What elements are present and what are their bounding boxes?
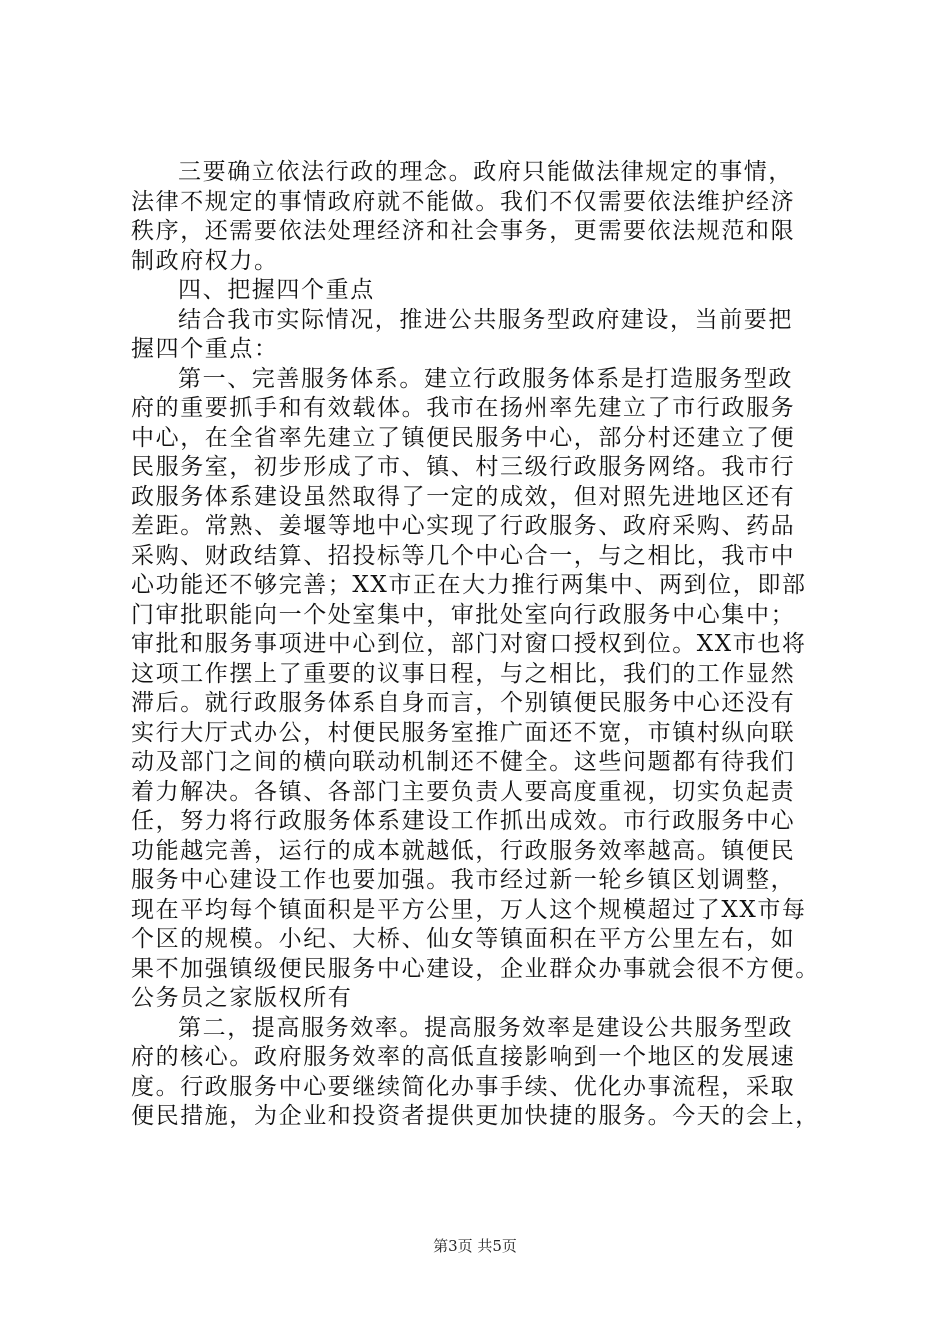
section-heading xyxy=(131,276,835,306)
text-line: 三要确立依法行政的理念。政府只能做法律规定的事情， xyxy=(178,159,793,185)
text-line: 任，努力将行政服务体系建设工作抓出成效。市行政服务中心 xyxy=(131,808,796,834)
text-line: 服务中心建设工作也要加强。我市经过新一轮乡镇区划调整， xyxy=(131,867,796,893)
text-line: 民服务室，初步形成了市、镇、村三级行政服务网络。我市行 xyxy=(131,454,796,480)
text-line: 功能越完善，运行的成本就越低，行政服务效率越高。镇便民 xyxy=(131,837,796,864)
text-line: 审批和服务事项进中心到位，部门对窗口授权到位。XX市也将 xyxy=(131,631,807,657)
text-line: 第二，提高服务效率。提高服务效率是建设公共服务型政 xyxy=(178,1014,793,1041)
text-line: 着力解决。各镇、各部门主要负责人要高度重视，切实负起责 xyxy=(131,778,796,805)
text-line: 第一、完善服务体系。建立行政服务体系是打造服务型政 xyxy=(178,365,793,392)
text-line: 这项工作摆上了重要的议事日程，与之相比，我们的工作显然 xyxy=(131,660,796,687)
para-intro-focus xyxy=(131,306,835,365)
text-line: 中心，在全省率先建立了镇便民服务中心，部分村还建立了便 xyxy=(131,424,796,451)
text-line: 门审批职能向一个处室集中，审批处室向行政服务中心集中； xyxy=(131,601,796,628)
text-line: 滞后。就行政服务体系自身而言，个别镇便民服务中心还没有 xyxy=(131,690,796,716)
text-line: 法律不规定的事情政府就不能做。我们不仅需要依法维护经济 xyxy=(131,188,796,215)
text-line: 便民措施，为企业和投资者提供更加快捷的服务。今天的会上， xyxy=(131,1103,820,1129)
page-number-label: 第3页 共5页 xyxy=(433,1237,517,1255)
text-line: 心功能还不够完善；XX市正在大力推行两集中、两到位，即部 xyxy=(131,572,807,598)
text-line: 果不加强镇级便民服务中心建设，企业群众办事就会很不方便。 xyxy=(131,955,820,982)
text-line: 实行大厅式办公，村便民服务室推广面还不宽，市镇村纵向联 xyxy=(131,719,796,746)
text-line: 个区的规模。小纪、大桥、仙女等镇面积在平方公里左右，如 xyxy=(131,926,796,952)
text-line: 秩序，还需要依法处理经济和社会事务，更需要依法规范和限 xyxy=(131,218,796,244)
para-legal-administration xyxy=(131,158,835,276)
heading-four-focus-points: 四、把握四个重点 xyxy=(178,277,375,303)
text-line: 现在平均每个镇面积是平方公里，万人这个规模超过了XX市每 xyxy=(131,896,807,923)
page-footer xyxy=(0,1235,950,1256)
text-line: 握四个重点： xyxy=(131,336,279,362)
text-line: 府的核心。政府服务效率的高低直接影响到一个地区的发展速 xyxy=(131,1044,796,1070)
text-line: 差距。常熟、姜堰等地中心实现了行政服务、政府采购、药品 xyxy=(131,513,796,539)
text-line: 动及部门之间的横向联动机制还不健全。这些问题都有待我们 xyxy=(131,749,796,775)
document-body xyxy=(131,158,835,1132)
para-second-efficiency xyxy=(131,1014,835,1132)
text-line: 制政府权力。 xyxy=(131,247,279,274)
text-line: 采购、财政结算、招投标等几个中心合一，与之相比，我市中 xyxy=(131,542,796,569)
text-line: 公务员之家版权所有 xyxy=(131,985,353,1011)
text-line: 结合我市实际情况，推进公共服务型政府建设，当前要把 xyxy=(178,306,793,333)
para-first-service-system xyxy=(131,365,835,1014)
text-line: 政服务体系建设虽然取得了一定的成效，但对照先进地区还有 xyxy=(131,483,796,510)
text-line: 度。行政服务中心要继续简化办事手续、优化办事流程，采取 xyxy=(131,1073,796,1100)
text-line: 府的重要抓手和有效载体。我市在扬州率先建立了市行政服务 xyxy=(131,395,796,421)
